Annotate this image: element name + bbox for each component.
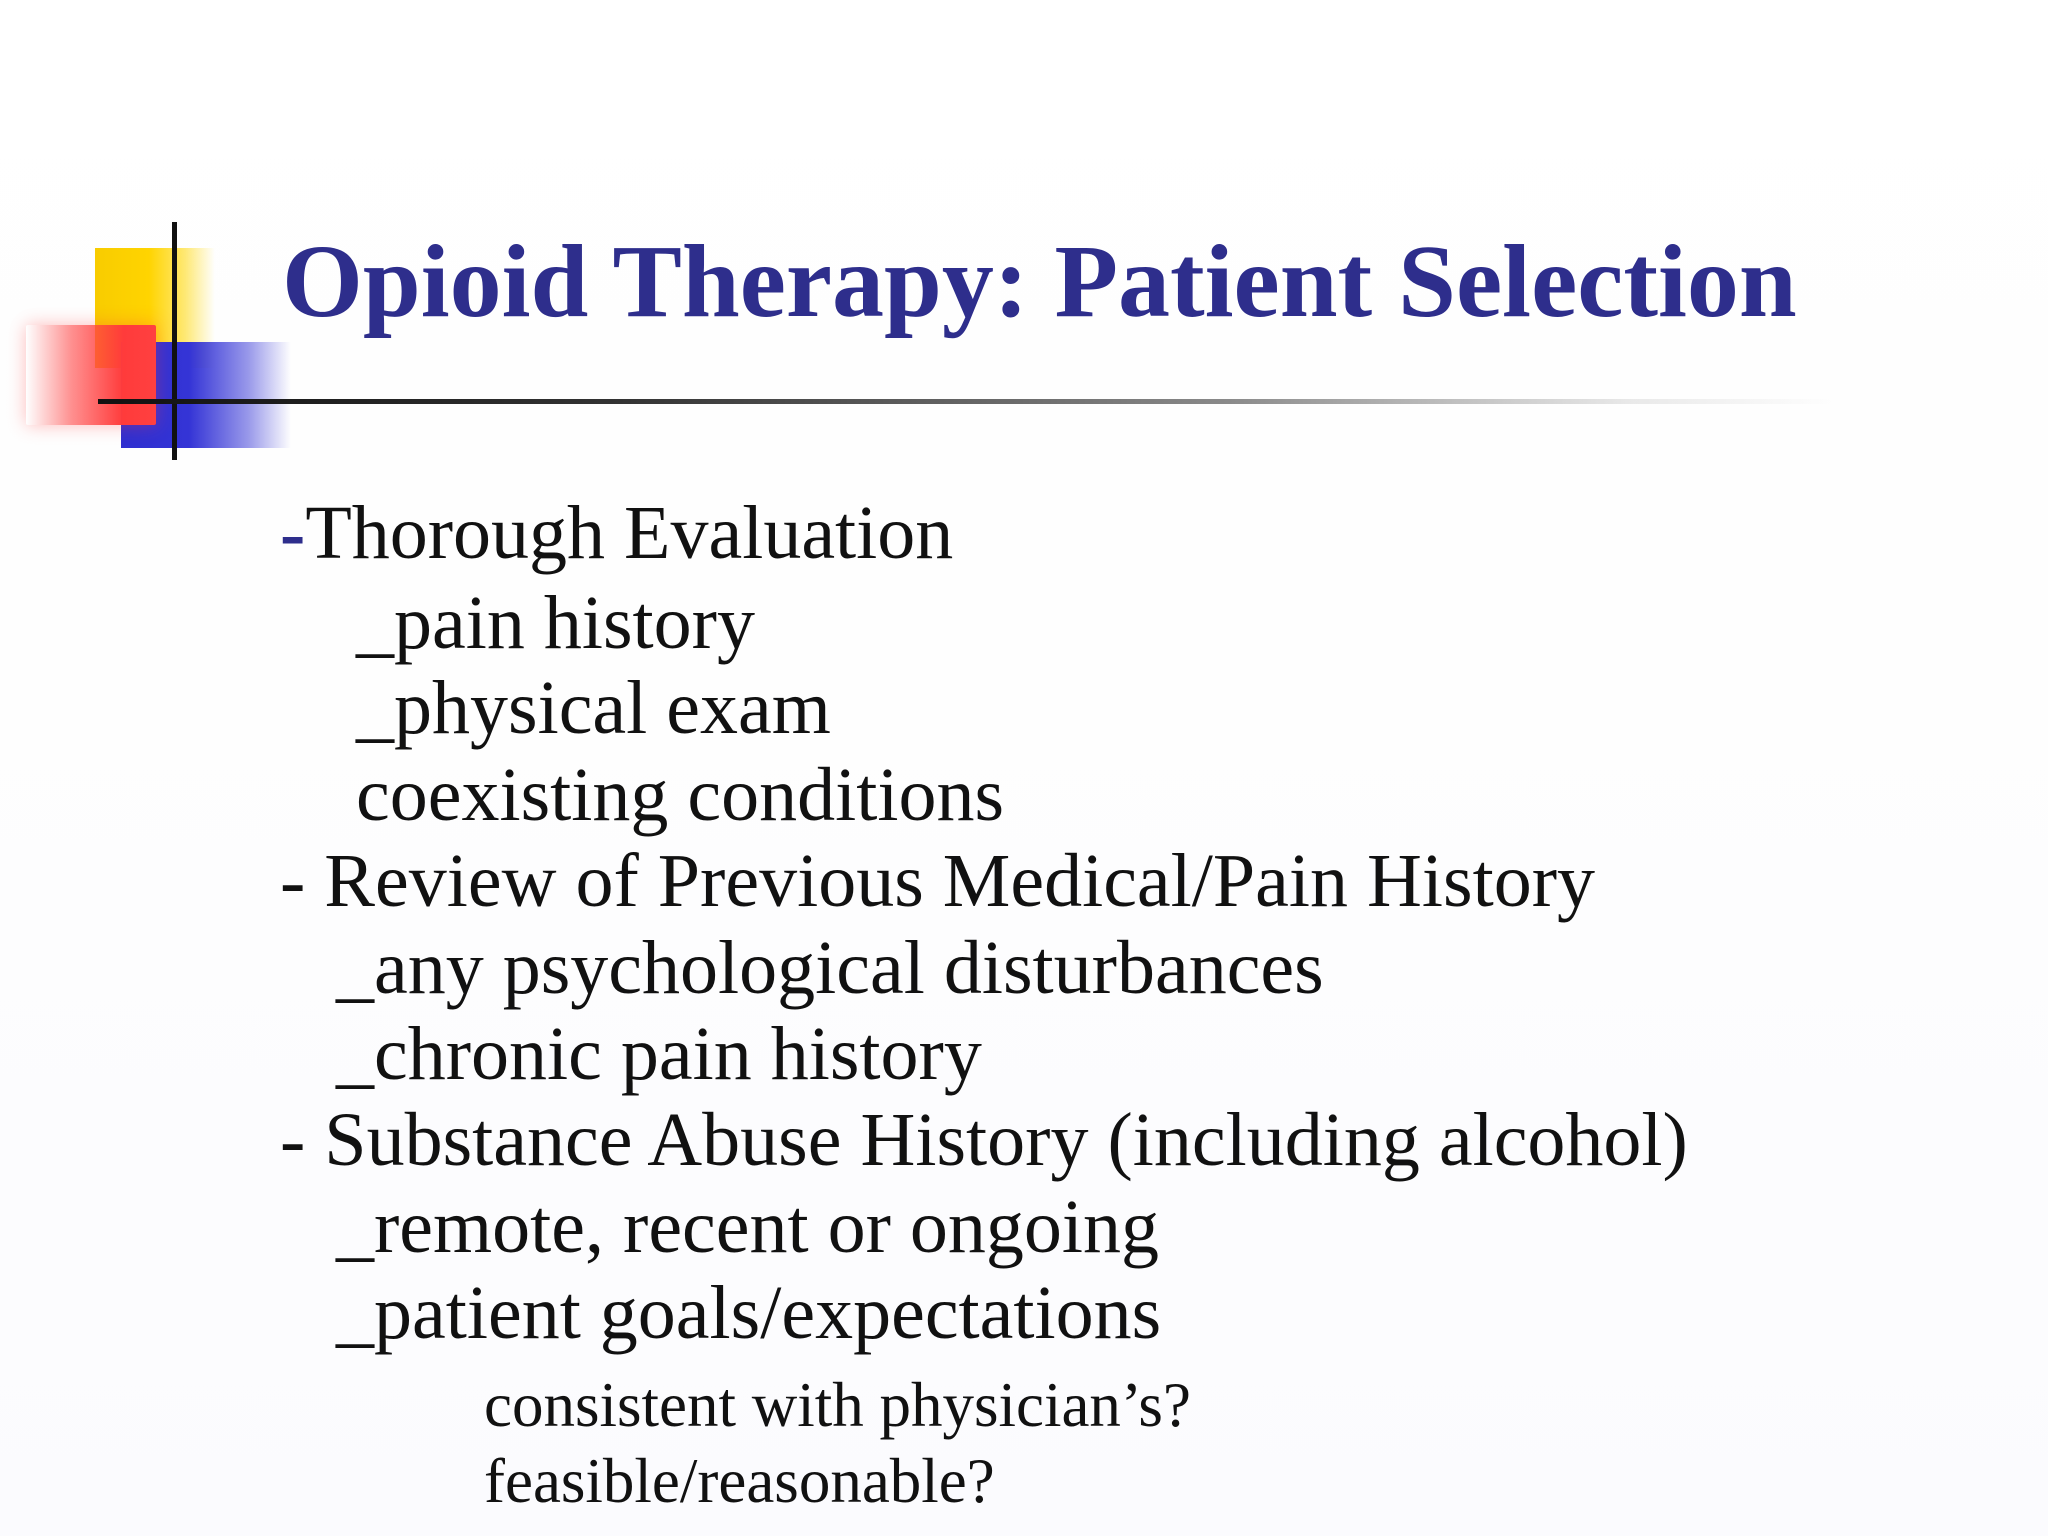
sub-sub-item-consistent: consistent with physician’s? — [484, 1370, 1191, 1440]
bullet-text: Thorough Evaluation — [305, 491, 954, 575]
sub-item-remote-recent: _remote, recent or ongoing — [336, 1185, 1160, 1269]
sub-item-patient-goals: _patient goals/expectations — [336, 1271, 1162, 1355]
bullet-thorough-evaluation — [280, 490, 953, 576]
bullet-dash: - — [280, 491, 306, 575]
slide-title: Opioid Therapy: Patient Selection — [282, 224, 1797, 339]
sub-item-pain-history: _pain history — [356, 581, 755, 665]
sub-item-physical-exam: _physical exam — [356, 666, 831, 750]
sub-item-coexisting-conditions: coexisting conditions — [356, 753, 1005, 837]
sub-item-chronic-pain: _chronic pain history — [336, 1012, 982, 1096]
sub-sub-item-feasible: feasible/reasonable? — [484, 1446, 995, 1516]
bullet-review-history: - Review of Previous Medical/Pain History — [280, 839, 1596, 923]
sub-item-psychological: _any psychological disturbances — [336, 926, 1324, 1010]
bullet-substance-abuse: - Substance Abuse History (including alcohol) — [280, 1098, 1688, 1182]
